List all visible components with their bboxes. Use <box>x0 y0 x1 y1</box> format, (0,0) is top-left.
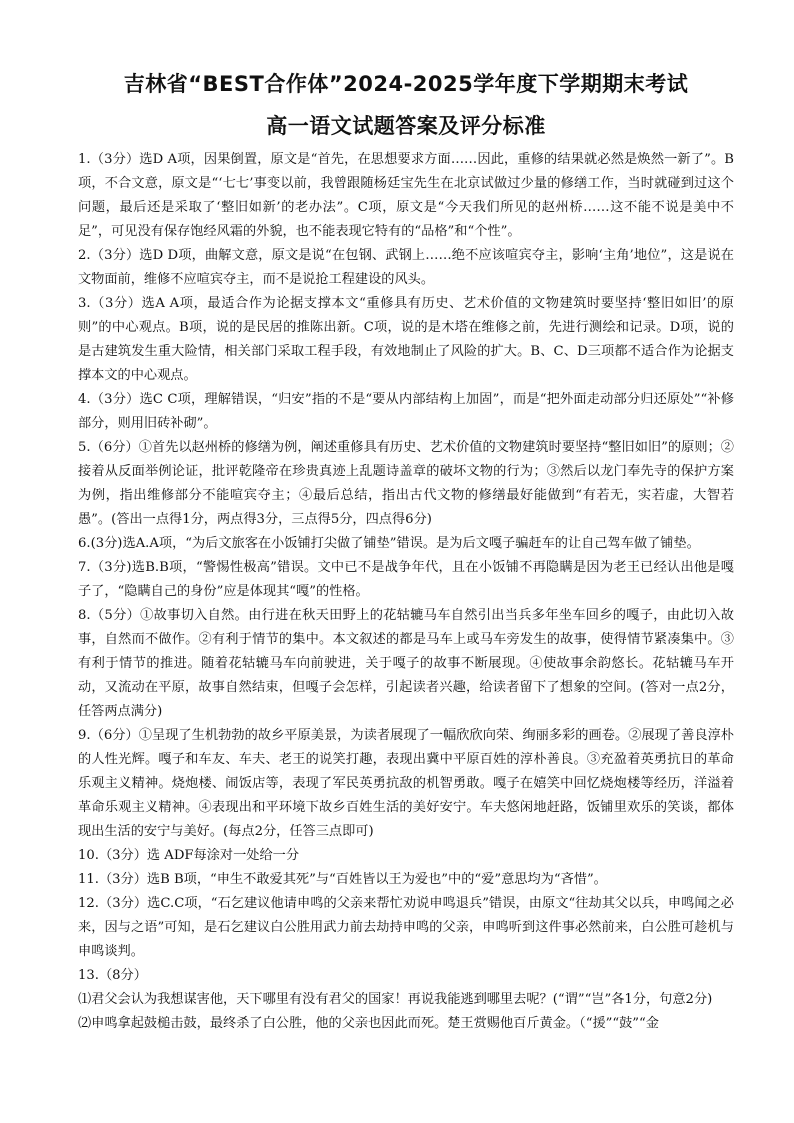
answer-2: 2.（3分）选D D项，曲解文意，原文是说“在包钢、武钢上……绝不应该喧宾夺主，影响‘主角’地位”，这是说在文物面前，维修不应喧宾夺主，而不是说抢工程建设的风头。 <box>78 248 734 287</box>
answer-6: 6.(3分)选A.A项，“为后文旅客在小饭铺打尖做了铺垫”错误。是为后文嘎子骗赶车的让自己驾车做了铺垫。 <box>78 536 700 551</box>
answer-3: 3.（3分）选A A项，最适合作为论据支撑本文“重修具有历史、艺术价值的文物建筑时要坚持‘整旧如旧’的原则”的中心观点。B项，说的是民居的推陈出新。C项，说的是木塔在维修之前，先进行测绘和记录。D项，说的是古建筑发生重大险情，相关部门采取工程手段，有效地制止了风险的扩大。B、C、D三项都不适合作为论据支撑本文的中心观点。 <box>78 296 734 383</box>
answer-4: 4.（3分）选C C项，理解错误，“归安”指的不是“要从内部结构上加固”，而是“把外面走动部分归还原处”“补修部分，则用旧砖补砌”。 <box>78 392 734 431</box>
answer-13-part-1: ⑴君父会认为我想谋害他，天下哪里有没有君父的国家！再说我能逃到哪里去呢？(“谓”“岂”各1分，句意2分) <box>78 992 713 1007</box>
document-title: 吉林省“BEST合作体”2024-2025学年度下学期期末考试 <box>123 72 689 96</box>
answer-8: 8.（5分）①故事切入自然。由行进在秋天田野上的花轱辘马车自然引出当兵多年坐车回乡的嘎子，由此切入故事，自然而不做作。②有利于情节的集中。本文叙述的都是马车上或马车旁发生的故事，使得情节紧凑集中。③有利于情节的推进。随着花轱辘马车向前驶进，关于嘎子的故事不断展现。④使故事余韵悠长。花轱辘马车开动，又流动在平原，故事自然结束，但嘎子会怎样，引起读者兴趣，给读者留下了想象的空间。(答对一点2分，任答两点满分) <box>78 608 734 719</box>
answer-1: 1.（3分）选D A项，因果倒置，原文是“首先，在思想要求方面……因此，重修的结果就必然是焕然一新了”。B项，不合文意，原文是“‘七七’事变以前，我曾跟随杨廷宝先生在北京试做过少量的修缮工作，当时就碰到过这个问题，最后还是采取了‘整旧如新’的老办法”。C项，原文是“今天我们所见的赵州桥……这不能不说是美中不足”，可见没有保存饱经风霜的外貌，也不能表现它特有的“品格”和“个性”。 <box>78 152 734 239</box>
answer-13-part-2: ⑵申鸣拿起鼓槌击鼓，最终杀了白公胜，他的父亲也因此而死。楚王赏赐他百斤黄金。（“援”“鼓”“金 <box>78 1016 659 1031</box>
answer-10: 10.（3分）选 ADF每涂对一处给一分 <box>78 848 300 863</box>
answer-12: 12.（3分）选C.C项，“石乞建议他请申鸣的父亲来帮忙劝说申鸣退兵”错误，由原文“往劫其父以兵，申鸣闻之必来，因与之语”可知，是石乞建议白公胜用武力前去劫持申鸣的父亲，申鸣听到这件事必然前来，白公胜可趁机与申鸣谈判。 <box>78 896 734 959</box>
answer-7: 7.（3分)选B.B项，“警惕性极高”错误。文中已不是战争年代，且在小饭铺不再隐瞒是因为老王已经认出他是嘎子了，“隐瞒自己的身份”应是体现其“嘎”的性格。 <box>78 560 734 599</box>
answer-13: 13.（8分） <box>78 968 147 983</box>
answer-5: 5.（6分）①首先以赵州桥的修缮为例，阐述重修具有历史、艺术价值的文物建筑时要坚持“整旧如旧”的原则；②接着从反面举例论证，批评乾隆帝在珍贵真迹上乱题诗盖章的破坏文物的行为；③然后以龙门奉先寺的保护方案为例，指出维修部分不能喧宾夺主；④最后总结，指出古代文物的修缮最好能做到“有若无，实若虚，大智若愚”。(答出一点得1分，两点得3分，三点得5分，四点得6分) <box>78 440 734 527</box>
answer-list <box>78 148 734 1036</box>
answer-9: 9.（6分）①呈现了生机勃勃的故乡平原美景，为读者展现了一幅欣欣向荣、绚丽多彩的画卷。②展现了善良淳朴的人性光辉。嘎子和车友、车夫、老王的说笑打趣，表现出冀中平原百姓的淳朴善良。③充盈着英勇抗日的革命乐观主义精神。烧炮楼、闹饭店等，表现了军民英勇抗敌的机智勇敢。嘎子在嬉笑中回忆烧炮楼等经历，洋溢着革命乐观主义精神。④表现出和平环境下故乡百姓生活的美好安宁。车夫悠闲地赶路，饭铺里欢乐的笑谈，都体现出生活的安宁与美好。(每点2分，任答三点即可) <box>78 728 734 839</box>
document-subtitle: 高一语文试题答案及评分标准 <box>266 114 546 138</box>
answer-11: 11.（3分）选B B项，“申生不敢爱其死”与“百姓皆以王为爱也”中的“爱”意思均为“吝惜”。 <box>78 872 607 887</box>
